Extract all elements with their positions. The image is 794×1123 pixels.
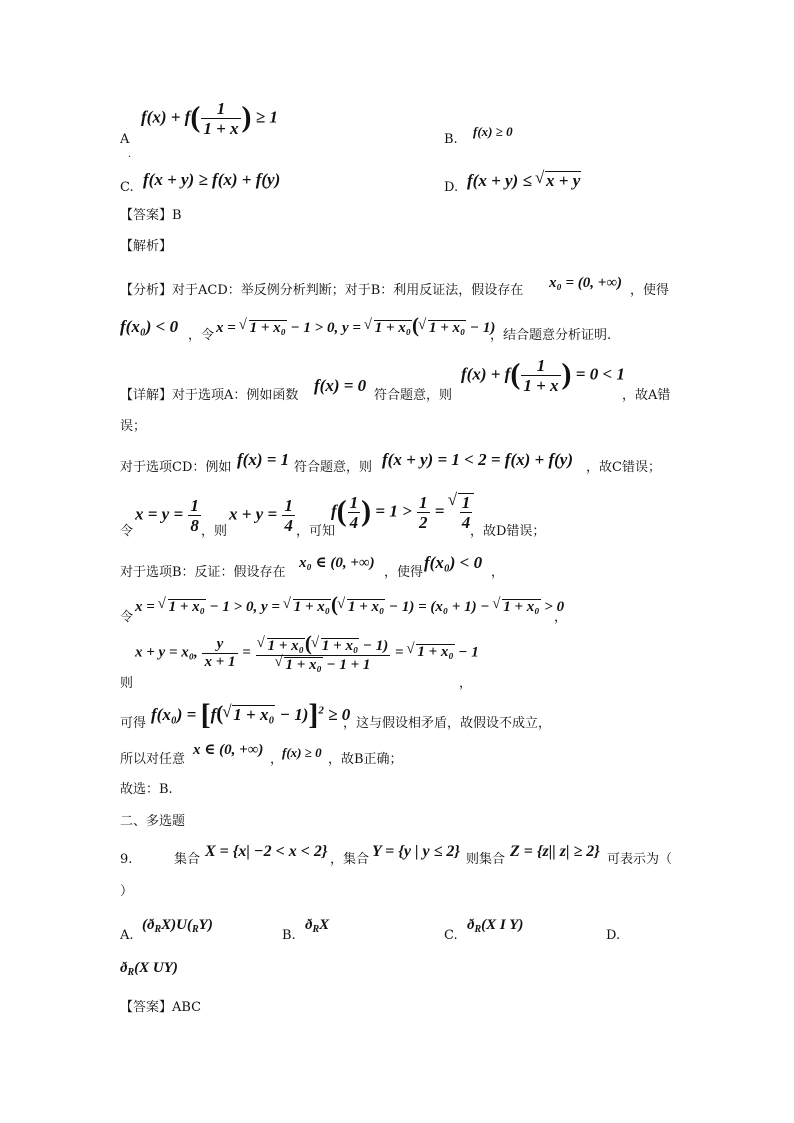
option-a-label: A: [120, 132, 130, 147]
detail-b-math-5: f(x₀) = [f(√ 1 + x₀ − 1)]$^2$ ≥ 0: [151, 700, 350, 730]
analysis-math-2: f(x₀) < 0: [120, 317, 179, 336]
option-c-formula: f(x + y) ≥ f(x) + f(y): [143, 170, 281, 189]
q9-option-b-formula: $ð_RX$: [305, 917, 330, 935]
detail-d-math-3: f( $\frac{1}{4}$ ) = 1 > $\frac{1}{2}$ = √ $\frac{1}{4}$: [331, 493, 474, 531]
q9-number: 9.: [120, 852, 133, 867]
q9-option-c-formula: $ð_R(X$ I Y): [467, 917, 524, 935]
detail-b-math-4: x + y = x₀, $\frac{y}{x + 1}$ = √ 1 + x₀(√ 1 + x₀ − 1) √ 1 + x₀ − 1 + 1 = √ 1 + x₀ − 1: [135, 633, 479, 673]
answer-2: 【答案】ABC: [120, 1000, 202, 1015]
option-d-label: D.: [444, 180, 459, 195]
q9-text-4: 可表示为（: [607, 852, 673, 867]
detail-cd-text-1: 对于选项CD：例如: [120, 460, 232, 475]
option-a-formula: f(x) + f( $\frac{1}{1 + x}$ ) ≥ 1: [141, 99, 278, 138]
detail-d-text-4: ，故D错误；: [470, 524, 546, 539]
detail-b-text-4: 令: [120, 610, 134, 625]
q9-option-b-label: B.: [282, 928, 296, 943]
detail-b-text-8: 可得: [120, 716, 147, 731]
q9-math-3: Z = {z|| z| ≥ 2}: [510, 843, 600, 860]
detail-b-text-9: ，这与假设相矛盾，故假设不成立，: [343, 716, 552, 731]
q9-math-1: X = {x| −2 < x < 2}: [205, 843, 328, 860]
q9-option-a-formula: $(ð_RX)U(_RY)$: [142, 917, 213, 935]
detail-cd-text-3: ，故C错误；: [586, 460, 661, 475]
detail-d-text-1: 令: [120, 524, 134, 539]
answer-1: 【答案】B: [120, 208, 182, 223]
detail-text-4: 误；: [120, 419, 147, 434]
detail-d-text-2: ，则: [201, 524, 228, 539]
analysis-math-1: x₀ = (0, +∞): [549, 275, 623, 291]
detail-text-3: ，故A错: [622, 388, 671, 403]
q9-text-5: ）: [120, 884, 134, 899]
q9-option-a-label: A.: [120, 928, 134, 943]
q9-text-3: 则集合: [466, 852, 506, 867]
detail-b-math-1: x₀ ∈ (0, +∞): [299, 555, 375, 571]
detail-d-text-3: ，可知: [296, 524, 336, 539]
detail-b-math-7: f(x) ≥ 0: [282, 745, 322, 760]
detail-math-2: f(x) + f( $\frac{1}{1 + x}$ ) = 0 < 1: [461, 356, 625, 395]
q9-option-d-label: D.: [606, 928, 621, 943]
q9-option-d-formula: $ð_R(X$ UY): [120, 960, 178, 978]
detail-b-text-6: 则: [120, 676, 134, 691]
option-b-formula: f(x) ≥ 0: [473, 124, 513, 139]
detail-b-text-10: 所以对任意: [120, 752, 186, 767]
detail-b-text-7: ，: [459, 676, 473, 691]
analysis-text-2: ，使得: [630, 283, 670, 298]
detail-b-text-1: 对于选项B：反证：假设存在: [120, 565, 286, 580]
analysis-text-4: ，结合题意分析证明.: [490, 328, 612, 343]
detail-b-math-6: x ∈ (0, +∞): [193, 742, 264, 758]
option-a-dot: .: [128, 149, 132, 160]
q9-math-2: Y = {y | y ≤ 2}: [372, 843, 460, 860]
detail-cd-math-1: f(x) = 1: [237, 450, 290, 469]
detail-b-text-2: ，使得: [384, 565, 424, 580]
detail-b-text-3: ，: [491, 565, 505, 580]
section-title: 二、多选题: [120, 814, 186, 829]
detail-b-text-11: ，: [270, 752, 284, 767]
analysis-heading: 【解析】: [120, 239, 173, 254]
detail-text-1: 【详解】对于选项A：例如函数: [120, 388, 299, 403]
detail-cd-text-2: 符合题意，则: [294, 460, 373, 475]
analysis-text-3: ，令: [188, 328, 215, 343]
analysis-text-1: 【分析】对于ACD：举反例分析判断；对于B：利用反证法，假设存在: [120, 283, 524, 298]
detail-conclusion: 故选：B.: [120, 782, 173, 797]
detail-b-math-3: x = √ 1 + x₀ − 1 > 0, y = √ 1 + x₀(√ 1 + x₀ − 1) = (x₀ + 1) − √ 1 + x₀ > 0: [135, 594, 564, 615]
detail-b-math-2: f(x₀) < 0: [424, 553, 483, 572]
detail-text-2: 符合题意，则: [374, 388, 453, 403]
q9-text-1: 集合: [174, 852, 201, 867]
option-d-formula: f(x + y) ≤ √ x + y: [467, 171, 581, 189]
q9-option-c-label: C.: [444, 928, 458, 943]
detail-math-1: f(x) = 0: [314, 376, 367, 395]
detail-d-math-2: x + y = $\frac{1}{4}$: [229, 496, 293, 535]
q9-text-2: ，集合: [330, 852, 370, 867]
detail-b-text-5: ，: [554, 610, 568, 625]
option-c-label: C.: [120, 180, 134, 195]
option-b-label: B.: [444, 132, 458, 147]
analysis-math-3: x = √ 1 + x₀ − 1 > 0, y = √ 1 + x₀(√ 1 + x₀ − 1): [216, 315, 495, 336]
detail-b-text-12: ，故B正确；: [328, 752, 403, 767]
detail-d-math-1: x = y = $\frac{1}{8}$: [135, 496, 199, 535]
detail-cd-math-2: f(x + y) = 1 < 2 = f(x) + f(y): [382, 450, 573, 469]
